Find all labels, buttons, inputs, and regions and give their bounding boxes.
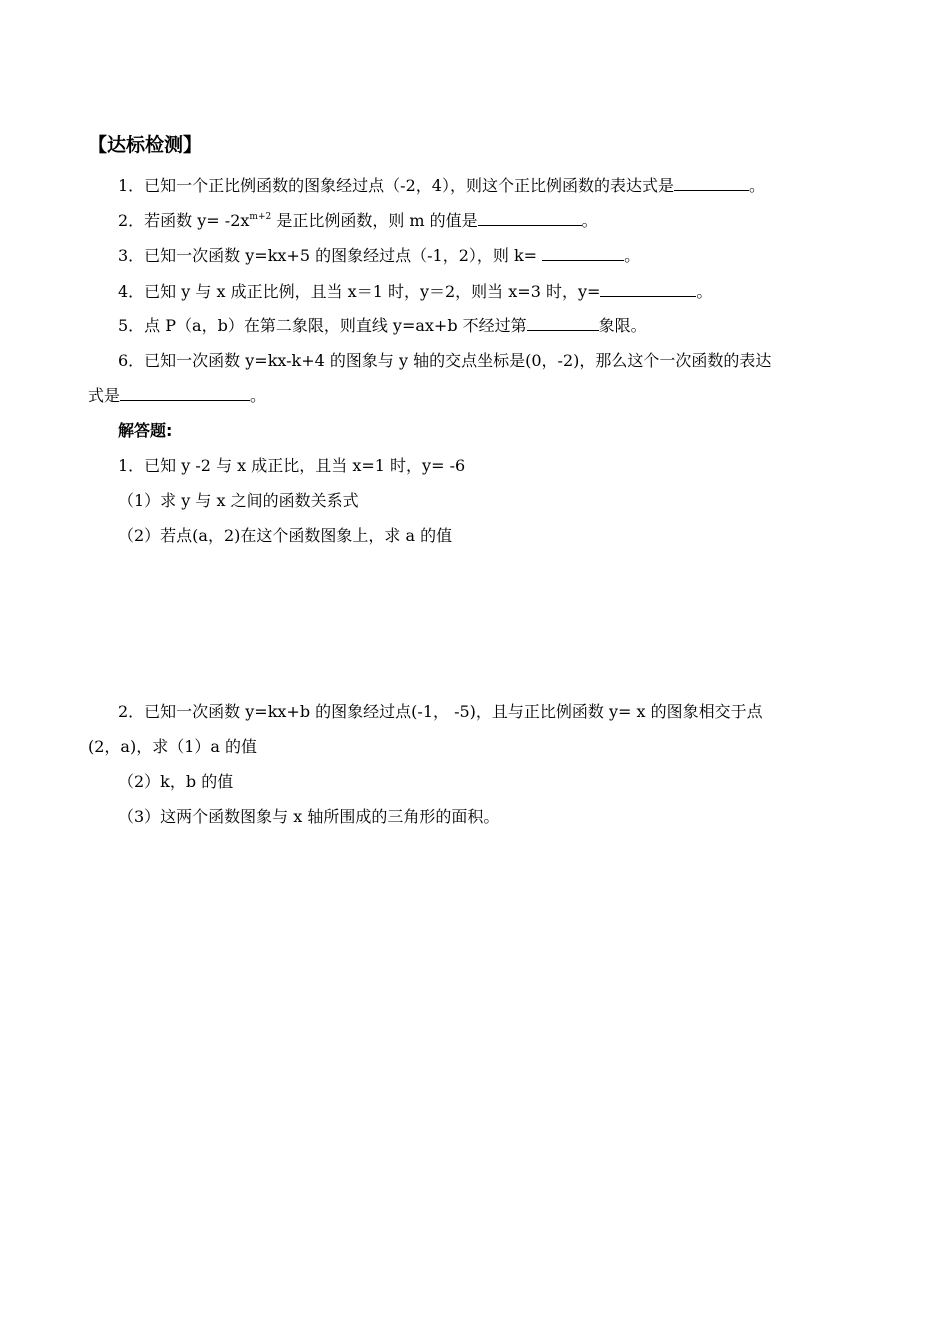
- problem-2-sub-3: （3）这两个函数图象与 x 轴所围成的三角形的面积。: [118, 807, 500, 826]
- question-2: [118, 211, 598, 231]
- question-1-text: 1．已知一个正比例函数的图象经过点（-2，4），则这个正比例函数的表达式是: [118, 176, 674, 195]
- question-4: [118, 282, 712, 302]
- question-6-end: 。: [250, 386, 267, 405]
- question-2-end: 。: [581, 211, 598, 230]
- answer-blank: [478, 211, 582, 226]
- question-3-end: 。: [624, 246, 641, 265]
- question-6-line-1: 6．已知一次函数 y=kx-k+4 的图象与 y 轴的交点坐标是(0，-2)，那么这个一次函数的表达: [118, 351, 772, 370]
- question-4-text: 4．已知 y 与 x 成正比例，且当 x＝1 时，y＝2，则当 x=3 时，y=: [118, 282, 601, 301]
- question-2-exponent: m+2: [249, 212, 272, 222]
- question-3: [118, 246, 640, 266]
- answer-blank: [542, 246, 624, 261]
- problem-2-sub-2: （2）k，b 的值: [118, 772, 234, 791]
- question-1: [118, 176, 765, 196]
- question-2-post: 是正比例函数，则 m 的值是: [271, 211, 478, 230]
- answer-blank: [527, 316, 599, 331]
- problem-2-stem-line-2: (2，a)，求（1）a 的值: [88, 737, 258, 756]
- answer-blank: [600, 282, 696, 297]
- problem-1-stem: 1．已知 y -2 与 x 成正比，且当 x=1 时，y= -6: [118, 456, 466, 475]
- question-2-pre: 2．若函数 y= -2x: [118, 211, 250, 230]
- answer-section-title: 解答题:: [118, 421, 173, 440]
- problem-1-sub-1: （1）求 y 与 x 之间的函数关系式: [118, 491, 359, 510]
- question-3-text: 3．已知一次函数 y=kx+5 的图象经过点（-1，2），则 k=: [118, 246, 543, 265]
- question-5: [118, 316, 647, 336]
- problem-1-sub-2: （2）若点(a，2)在这个函数图象上，求 a 的值: [118, 526, 453, 545]
- problem-2-stem-line-1: 2．已知一次函数 y=kx+b 的图象经过点(-1， -5)，且与正比例函数 y= x 的图象相交于点: [118, 702, 763, 721]
- question-5-text: 5．点 P（a，b）在第二象限，则直线 y=ax+b 不经过第: [118, 316, 527, 335]
- question-6-line-2: [88, 386, 266, 406]
- question-5-end: 象限。: [598, 316, 647, 335]
- question-1-end: 。: [748, 176, 765, 195]
- question-6-line-2-text: 式是: [88, 386, 121, 405]
- question-4-end: 。: [696, 282, 713, 301]
- answer-blank: [674, 176, 749, 191]
- section-heading: 【达标检测】: [88, 134, 203, 156]
- answer-blank: [120, 386, 250, 401]
